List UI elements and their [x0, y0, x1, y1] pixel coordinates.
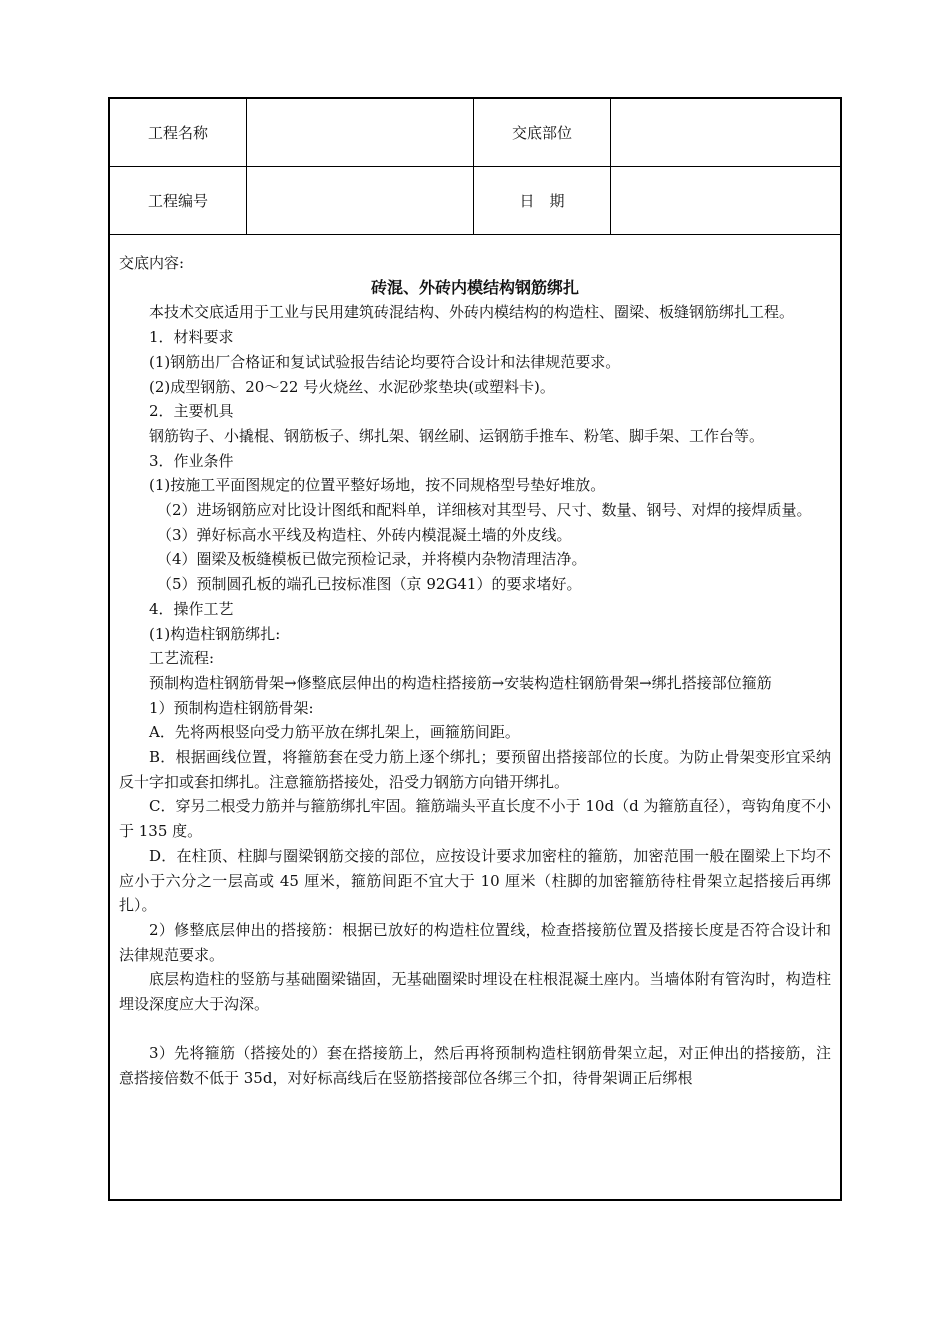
- section-heading-process: 4．操作工艺: [149, 599, 234, 618]
- paragraph: C．穿另二根受力筋并与箍筋绑扎牢固。箍筋端头平直长度不小于 10d（d 为箍筋直径），弯钩角度不小于 135 度。: [119, 797, 831, 841]
- paragraph: 预制构造柱钢筋骨架→修整底层伸出的构造柱搭接筋→安装构造柱钢筋骨架→绑扎搭接部位箍筋: [149, 673, 772, 692]
- section-heading-conditions: 3．作业条件: [149, 451, 234, 470]
- project-no-label: 工程编号: [110, 167, 247, 235]
- paragraph: 3）先将箍筋（搭接处的）套在搭接筋上，然后再将预制构造柱钢筋骨架立起，对正伸出的搭接筋，注意搭接倍数不低于 35d，对好标高线后在竖筋搭接部位各绑三个扣，待骨架调正后绑根: [119, 1043, 831, 1087]
- paragraph: 1）预制构造柱钢筋骨架:: [149, 698, 314, 717]
- section-heading-tools: 2．主要机具: [149, 402, 234, 421]
- disclosure-content: [119, 251, 831, 1199]
- paragraph: 2）修整底层伸出的搭接筋：根据已放好的构造柱位置线，检查搭接筋位置及搭接长度是否符合设计和法律规范要求。: [119, 920, 831, 964]
- intro-label: 交底内容:: [119, 254, 185, 272]
- disclosure-form: [108, 97, 842, 1201]
- paragraph: A．先将两根竖向受力筋平放在绑扎架上，画箍筋间距。: [149, 723, 520, 742]
- header-row-1: [110, 99, 840, 167]
- location-label: 交底部位: [474, 99, 611, 167]
- paragraph: 钢筋钩子、小撬棍、钢筋板子、绑扎架、钢丝刷、运钢筋手推车、粉笔、脚手架、工作台等。: [149, 426, 765, 445]
- location-field[interactable]: [611, 99, 841, 167]
- paragraph: B．根据画线位置，将箍筋套在受力筋上逐个绑扎；要预留出搭接部位的长度。为防止骨架变形宜采纳反十字扣或套扣绑扎。注意箍筋搭接处，沿受力钢筋方向错开绑扎。: [119, 748, 831, 791]
- paragraph: (1)构造柱钢筋绑扎:: [149, 624, 281, 643]
- paragraph: （5）预制圆孔板的端孔已按标准图（京 92G41）的要求堵好。: [157, 575, 582, 594]
- header-table: [110, 99, 840, 235]
- paragraph: 底层构造柱的竖筋与基础圈梁锚固，无基础圈梁时埋设在柱根混凝土座内。当墙体附有管沟时，构造柱埋设深度应大于沟深。: [119, 970, 831, 1014]
- project-name-field[interactable]: [247, 99, 474, 167]
- section-heading-materials: 1．材料要求: [149, 328, 234, 347]
- paragraph: (1)按施工平面图规定的位置平整好场地，按不同规格型号垫好堆放。: [149, 476, 606, 495]
- paragraph: （4）圈梁及板缝模板已做完预检记录，并将模内杂物清理洁净。: [157, 550, 587, 569]
- document-title: 砖混、外砖内模结构钢筋绑扎: [370, 277, 579, 297]
- project-no-field[interactable]: [247, 167, 474, 235]
- paragraph: (2)成型钢筋、20～22 号火烧丝、水泥砂浆垫块(或塑料卡)。: [149, 377, 555, 396]
- paragraph: （3）弹好标高水平线及构造柱、外砖内模混凝土墙的外皮线。: [157, 525, 572, 544]
- header-row-2: [110, 167, 840, 235]
- paragraph: 本技术交底适用于工业与民用建筑砖混结构、外砖内模结构的构造柱、圈梁、板缝钢筋绑扎工程。: [149, 303, 795, 322]
- paragraph: （2）进场钢筋应对比设计图纸和配料单，详细核对其型号、尺寸、数量、钢号、对焊的接焊质量。: [157, 501, 812, 520]
- paragraph: 工艺流程:: [149, 649, 215, 668]
- date-label: 日 期: [474, 167, 611, 235]
- date-field[interactable]: [611, 167, 841, 235]
- blank-line: [119, 1017, 831, 1041]
- paragraph: D．在柱顶、柱脚与圈梁钢筋交接的部位，应按设计要求加密柱的箍筋，加密范围一般在圈梁上下均不应小于六分之一层高或 45 厘米，箍筋间距不宜大于 10 厘米（柱脚的加密箍筋待柱骨架立起搭接后再绑扎）。: [119, 846, 831, 915]
- paragraph: (1)钢筋出厂合格证和复试试验报告结论均要符合设计和法律规范要求。: [149, 352, 621, 371]
- project-name-label: 工程名称: [110, 99, 247, 167]
